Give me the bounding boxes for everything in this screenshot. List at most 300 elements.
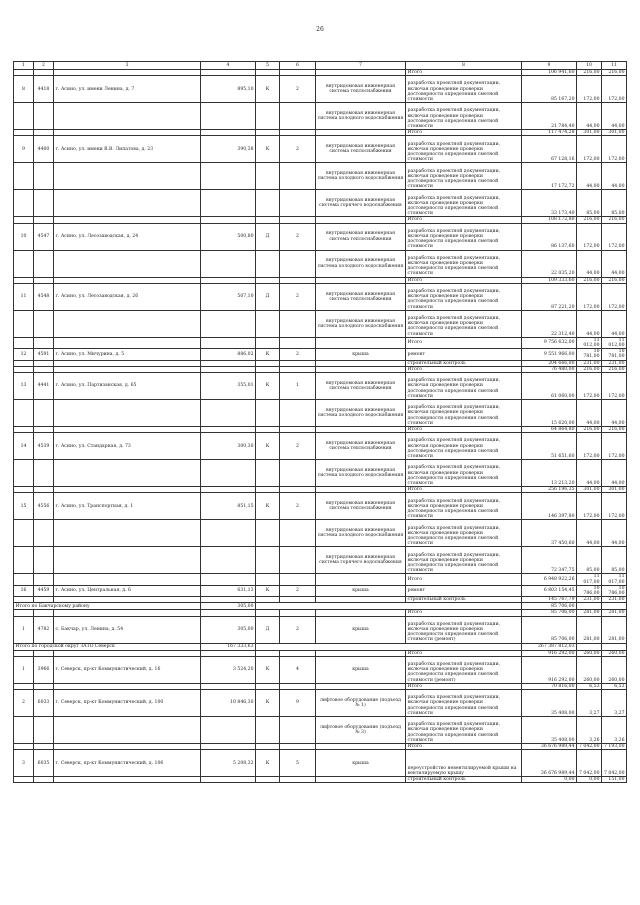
table-cell: 44,00 [602,460,627,487]
table-cell: строительный контроль [406,777,522,783]
table-cell: 44,00 [602,520,627,547]
table-cell [201,574,256,585]
table-cell: 76 480,00 [522,366,577,372]
table-cell [14,163,34,190]
table-cell: разработка проектной документации, включая проведение проверки достоверности определения сметной стоимости [406,283,522,310]
table-cell: 10 781,00 [577,349,602,360]
table-cell: 172,00 [577,373,602,400]
table-cell: разработка проектной документации, включая проведение проверки достоверности определения сметной стоимости [406,76,522,103]
table-cell: 216,00 [602,217,627,223]
table-cell: с. Бакчар, ул. Ленина, д. 54 [54,616,201,643]
table-cell: 44,00 [602,310,627,337]
column-header: 6 [280,62,316,70]
table-cell: внутридомовая инженерная система теплоснабжения [316,136,406,163]
table-cell: внутридомовая инженерная система теплоснабжения [316,373,406,400]
table-cell [34,717,54,744]
table-cell: 51 651,60 [522,433,577,460]
table-cell: 216,00 [577,277,602,283]
table-cell: 281,00 [577,616,602,643]
table-cell: 2 [280,136,316,163]
table-cell [280,717,316,744]
table-cell: крыша [316,585,406,596]
table-cell: г. Северск, пр-кт Коммунистический, д. 100 [54,690,201,717]
empty-cell [602,643,627,650]
table-row [14,190,627,217]
table-cell: 106 941,60 [522,70,577,76]
table-row [14,136,627,163]
table-cell: 44,00 [602,250,627,277]
table-cell: 260,00 [602,656,627,683]
table-cell: разработка проектной документации, включая проведение проверки достоверности определения сметной стоимости [406,310,522,337]
table-cell [14,250,34,277]
table-cell: К [256,690,280,717]
table-cell [256,777,280,783]
table-cell: 6033 [34,690,54,717]
subtotal-area: 305,00 [201,603,256,610]
table-cell: 172,00 [577,493,602,520]
table-cell [54,190,201,217]
table-cell: 1 [14,616,34,643]
table-cell: 44,00 [577,250,602,277]
table-row [14,717,627,744]
table-cell: г. Северск, пр-кт Коммунистический, д. 16 [54,656,201,683]
table-cell [256,520,280,547]
subtotal-label: Итого по Бакчарскому району [14,603,201,610]
table-row [14,310,627,337]
table-row [14,460,627,487]
table-cell: 2 [14,690,34,717]
table-cell [256,400,280,427]
table-cell: разработка проектной документации, включая проведение проверки достоверности определения сметной стоимости [406,223,522,250]
table-cell: 85 167,20 [522,76,577,103]
table-cell: 44,00 [577,400,602,427]
table-cell: внутридомовая инженерная система холодного водоснабжения [316,520,406,547]
table-cell: 87 221,20 [522,283,577,310]
table-cell: 172,00 [602,136,627,163]
table-cell: г. Асино, ул. Лесозаводская, д. 26 [54,283,201,310]
table-cell: внутридомовая инженерная система холодного водоснабжения [316,250,406,277]
table-cell: 0,00 [577,777,602,783]
table-cell [256,103,280,130]
table-cell: Итого [406,427,522,433]
table-cell [34,103,54,130]
table-cell: г. Асино, ул. Партизанская, д. 65 [54,373,201,400]
table-cell: разработка проектной документации, включая проведение проверки достоверности определения сметной стоимости [406,547,522,574]
table-cell: 14 [14,433,34,460]
table-cell: 44,00 [577,310,602,337]
table-cell: 4400 [34,136,54,163]
table-cell [280,310,316,337]
table-cell [34,777,54,783]
table-cell: 10 781,00 [602,349,627,360]
empty-cell [256,643,522,650]
table-cell [201,337,256,348]
table-cell: 216,00 [577,70,602,76]
table-cell: 916 292,00 [522,650,577,656]
table-cell: 172,00 [602,373,627,400]
table-cell: внутридомовая инженерная система холодного водоснабжения [316,400,406,427]
table-cell: внутридомовая инженерная система теплоснабжения [316,433,406,460]
table-cell: 216,00 [577,217,602,223]
table-row [14,223,627,250]
table-cell [256,337,280,348]
table-cell: 146 397,80 [522,493,577,520]
table-cell [201,310,256,337]
table-cell: внутридомовая инженерная система холодного водоснабжения [316,310,406,337]
table-cell: 2 [280,433,316,460]
table-cell: Итого [406,277,522,283]
table-cell: 108 172,80 [522,217,577,223]
table-cell [14,717,34,744]
table-cell: Д [256,223,280,250]
table-cell: 260,00 [577,656,602,683]
table-cell: разработка проектной документации, включая проведение проверки достоверности определения сметной стоимости [406,460,522,487]
table-cell: 281,00 [602,610,627,616]
table-cell: разработка проектной документации, включая проведение проверки достоверности определения сметной стоимости [406,103,522,130]
table-cell: Итого [406,217,522,223]
table-cell: 172,00 [577,433,602,460]
table-cell: разработка проектной документации, включая проведение проверки достоверности определения сметной стоимости [406,690,522,717]
table-cell: 5 [280,750,316,777]
table-cell: г. Асино, ул. имени Ленина, д. 7 [54,76,201,103]
table-cell: 1 [280,373,316,400]
table-cell: 109 333,60 [522,277,577,283]
table-cell: К [256,349,280,360]
column-header: 9 [522,62,577,70]
table-cell: 6 948 922,26 [522,574,577,585]
table-cell: г. Асино, ул. имени В.В. Липатова, д. 23 [54,136,201,163]
table-cell [14,400,34,427]
empty-cell [577,643,602,650]
table-cell: 36 676 989,44 [522,744,577,750]
table-cell: разработка проектной документации, включая проведение проверки достоверности определения сметной стоимости [406,433,522,460]
table-cell: 85,00 [577,190,602,217]
table-cell: 22 312,40 [522,310,577,337]
table-cell [54,717,201,744]
table-cell: г. Асино, ул. Транспортная, д. 1 [54,493,201,520]
table-cell [256,460,280,487]
table-cell: 216,00 [602,366,627,372]
table-cell [280,547,316,574]
table-cell: 22 035,20 [522,250,577,277]
table-cell [14,103,34,130]
table-cell: 4556 [34,493,54,520]
table-cell: 17 172,72 [522,163,577,190]
table-cell: К [256,585,280,596]
empty-cell [577,603,602,610]
table-cell: 85 706,00 [522,610,577,616]
table-cell: 2 [280,349,316,360]
table-cell: К [256,433,280,460]
table-cell [54,400,201,427]
table-cell: 216,00 [577,366,602,372]
table-cell: 11 012,00 [602,337,627,348]
column-header: 1 [14,62,34,70]
empty-cell [602,603,627,610]
table-cell: внутридомовая инженерная система горячего водоснабжения [316,190,406,217]
table-cell: 7 042,00 [577,750,602,777]
table-cell [34,400,54,427]
table-cell [201,717,256,744]
table-cell: 3,26 [577,717,602,744]
table-cell: 2 [280,76,316,103]
table-cell: строительный контроль [406,597,522,603]
table-cell: 6,53 [602,683,627,689]
table-cell: 8 [14,76,34,103]
table-row [14,76,627,103]
empty-cell [256,603,522,610]
table-cell: лифтовое оборудование (подъезд № 3) [316,717,406,744]
table-cell: 216,00 [602,427,627,433]
table-cell: 260,00 [602,650,627,656]
table-cell [54,337,201,348]
table-cell: 85,00 [602,190,627,217]
table-cell: 172,00 [577,223,602,250]
table-cell: 7 193,00 [602,744,627,750]
table-cell: 64 864,80 [522,427,577,433]
table-cell: Итого [406,574,522,585]
table-cell: крыша [316,616,406,643]
table-cell: 86 137,60 [522,223,577,250]
table-cell: 72 347,75 [522,547,577,574]
table-cell: 33 173,40 [522,190,577,217]
table-cell: лифтовое оборудование (подъезд № 1) [316,690,406,717]
table-cell: 4418 [34,76,54,103]
table-cell [34,520,54,547]
table-cell [201,400,256,427]
table-cell: Д [256,616,280,643]
table-cell: К [256,656,280,683]
table-cell: 355,01 [201,373,256,400]
table-cell: крыша [316,656,406,683]
table-cell: 301,00 [577,130,602,136]
table-cell [256,574,280,585]
table-cell: К [256,373,280,400]
table-cell: 44,00 [602,400,627,427]
table-cell [34,250,54,277]
table-row [14,349,627,360]
table-cell: 44,00 [577,460,602,487]
table-cell [14,460,34,487]
table-cell: г. Северск, пр-кт Коммунистический, д. 106 [54,750,201,777]
table-cell: 3,27 [577,690,602,717]
table-cell: 3966 [34,656,54,683]
table-cell: 44,00 [602,103,627,130]
table-cell: 6035 [34,750,54,777]
table-cell: 172,00 [577,283,602,310]
table-cell: 2 [280,283,316,310]
subtotal-area: 167 333,63 [201,643,256,650]
table-cell: 44,00 [577,103,602,130]
table-cell: К [256,493,280,520]
table-cell: разработка проектной документации, включая проведение проверки достоверности определения сметной стоимости (ремонт) [406,616,522,643]
table-cell: крыша [316,750,406,777]
district-subtotal-row [14,603,627,610]
table-cell: Итого [406,366,522,372]
table-cell [54,103,201,130]
table-row [14,373,627,400]
table-cell [14,777,34,783]
table-cell: 305,00 [201,616,256,643]
table-cell [34,547,54,574]
table-cell: разработка проектной документации, включая проведение проверки достоверности определения сметной стоимости [406,250,522,277]
table-cell: разработка проектной документации, включая проведение проверки достоверности определения сметной стоимости [406,136,522,163]
table-cell: 85,00 [577,547,602,574]
table-row [14,690,627,717]
table-cell: 15 620,00 [522,400,577,427]
table-row [14,656,627,683]
table-cell: г. Асино, ул. Стандарная, д. 73 [54,433,201,460]
column-header: 7 [316,62,406,70]
table-cell [54,520,201,547]
table-cell: 44,00 [602,163,627,190]
table-cell: 172,00 [602,283,627,310]
table-cell [256,547,280,574]
table-cell [280,400,316,427]
table-cell: 7 042,00 [577,744,602,750]
table-cell: 21 784,40 [522,103,577,130]
table-cell [280,460,316,487]
table-cell: 172,00 [602,76,627,103]
table-cell: 4782 [34,616,54,643]
table-cell [14,520,34,547]
table-cell: 231,00 [602,597,627,603]
table-cell: 4441 [34,373,54,400]
table-cell: переустройство невентилируемой крыши на вентилируемую крышу [406,750,522,777]
table-row [14,433,627,460]
column-header: 10 [577,62,602,70]
table-cell: внутридомовая инженерная система горячего водоснабжения [316,547,406,574]
table-cell [280,574,316,585]
table-cell [280,777,316,783]
table-cell: Итого [406,683,522,689]
table-cell: 9 551 966,00 [522,349,577,360]
table-cell: 9 756 632,00 [522,337,577,348]
table-cell: 7 042,00 [602,750,627,777]
table-cell: 2 [280,585,316,596]
subtotal-sum: 85 706,00 [522,603,577,610]
table-row [14,547,627,574]
table-cell: 4547 [34,223,54,250]
table-cell [54,250,201,277]
table-row [14,337,627,348]
table-cell: 67 128,16 [522,136,577,163]
table-row [14,250,627,277]
table-cell [316,777,406,783]
table-cell: 301,00 [602,130,627,136]
table-cell: 10 846,30 [201,690,256,717]
table-cell: 172,00 [602,223,627,250]
table-cell [14,190,34,217]
table-row [14,750,627,777]
table-cell [34,163,54,190]
table-cell: К [256,76,280,103]
table-cell: 44,00 [577,163,602,190]
subtotal-sum: 267 387 812,03 [522,643,577,650]
table-cell [14,547,34,574]
table-cell [256,163,280,190]
table-cell: 35 408,00 [522,717,577,744]
table-cell: Итого [406,70,522,76]
table-cell: 1 [14,656,34,683]
table-cell: внутридомовая инженерная система холодного водоснабжения [316,163,406,190]
table-cell: Итого [406,487,522,493]
table-cell: 11 [14,283,34,310]
table-cell [316,337,406,348]
table-cell: 216,00 [602,277,627,283]
table-cell: 172,00 [577,136,602,163]
table-cell [280,520,316,547]
table-row [14,400,627,427]
table-cell: 2 [280,493,316,520]
table-cell: 216,00 [602,70,627,76]
table-cell: 36 676 989,44 [522,750,577,777]
table-cell: внутридомовая инженерная система теплоснабжения [316,283,406,310]
subtotal-label: Итого по городской округ ЗАТО Северск [14,643,201,650]
table-cell [256,717,280,744]
column-header: 2 [34,62,54,70]
table-cell [54,310,201,337]
table-cell [201,163,256,190]
table-cell: 11 017,00 [602,574,627,585]
table-cell: разработка проектной документации, включая проведение проверки достоверности определения сметной стоимости [406,717,522,744]
table-cell [280,337,316,348]
table-cell: 13 213,20 [522,460,577,487]
table-cell: 3 524,20 [201,656,256,683]
table-cell: 172,00 [602,493,627,520]
table-cell: 500,80 [201,223,256,250]
table-cell: 895,10 [201,76,256,103]
table-cell: 11 012,00 [577,337,602,348]
table-cell [280,103,316,130]
table-cell: 6,53 [577,683,602,689]
table-cell: 172,00 [602,433,627,460]
table-row [14,163,627,190]
table-cell: 231,00 [602,360,627,366]
table-cell: г. Асино, ул. Лесозаводская, д. 24 [54,223,201,250]
table-cell: 6 803 154,45 [522,585,577,596]
table-cell: ремонт [406,349,522,360]
column-header-row [14,62,627,70]
table-cell: 35 408,00 [522,690,577,717]
table-cell [14,310,34,337]
table-row [14,493,627,520]
table-cell: разработка проектной документации, включая проведение проверки достоверности определения сметной стоимости (ремонт) [406,656,522,683]
table-cell [316,574,406,585]
table-cell: К [256,136,280,163]
table-cell: 0,00 [522,777,577,783]
table-row [14,283,627,310]
column-header: 3 [54,62,201,70]
table-cell: 151,00 [602,777,627,783]
table-cell: 5 208,32 [201,750,256,777]
table-cell: 10 [14,223,34,250]
table-cell: 260,00 [577,650,602,656]
table-cell: 507,10 [201,283,256,310]
table-cell: 172,00 [577,76,602,103]
table-cell: крыша [316,349,406,360]
column-header: 5 [256,62,280,70]
table-cell: 11 017,00 [577,574,602,585]
table-cell [14,574,34,585]
table-cell [201,250,256,277]
table-cell: 85 706,00 [522,616,577,643]
table-cell: разработка проектной документации, включая проведение проверки достоверности определения сметной стоимости [406,493,522,520]
table-cell: 390,38 [201,136,256,163]
table-cell: К [256,750,280,777]
table-row [14,616,627,643]
table-cell [34,337,54,348]
